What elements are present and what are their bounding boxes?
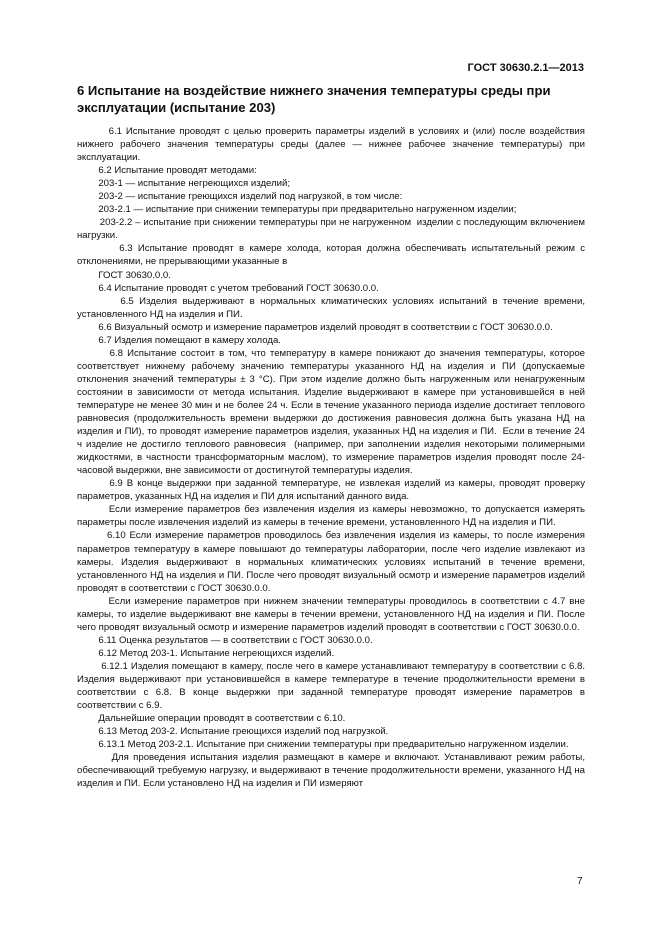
paragraph: 6.5 Изделия выдерживают в нормальных климатических условиях испытаний в течение времени, установленного НД на изделия и ПИ. [77,295,588,320]
paragraph: 203-2.2 – испытание при снижении температуры при не нагруженном изделии с последующим включением нагрузки. [77,217,588,242]
paragraph: Для проведения испытания изделия размещают в камере и включают. Устанавливают режим работы, обеспечивающий требуемую нагрузку, и выдерживают в течение продолжительности времени, указанного НД на изделия и ПИ. Если установлено НД на изделия и ПИ измеряют [77,752,588,790]
paragraph: 6.11 Оценка результатов — в соответствии с ГОСТ 30630.0.0. [77,634,373,646]
paragraph: 203-2 — испытание греющихся изделий под нагрузкой, в том числе: [77,191,403,203]
paragraph: 6.13.1 Метод 203-2.1. Испытание при снижении температуры при предварительно нагруженном изделии. [77,739,569,751]
paragraph: 6.6 Визуальный осмотр и измерение параметров изделий проводят в соответствии с ГОСТ 30630.0.0. [77,321,553,333]
body-text [77,125,588,790]
paragraph: 6.8 Испытание состоит в том, что температуру в камере понижают до значения температуры, которое соответствует нижнему рабочему значению температуры указанного НД на изделия и ПИ (допускаемые отклонения значений температуры ± 3 °С). При этом изделие должно быть нагруженным или ненагруженным состоянии в зависимости от метода испытания. Изделие выдерживают в камере при установившейся в ней температуре не менее 30 мин и не более 24 ч. Если в течение указанного периода изделие достигает теплового равновесия (продолжительность времени выдержки до достижения равновесия должна быть указана НД на изделия и ПИ), то проводят измерение параметров изделия, указанных НД на изделия и ПИ. Если в течение 24 ч изделие не достигло теплового равновесия (например, при заполнении изделия некоторыми полимерными жидкостями, в частности трансформаторным маслом), то измерение параметров изделия проводят после 24-часовой выдержки, вне зависимости от достигнутой температуры изделия. [77,347,588,477]
paragraph: 6.12 Метод 203-1. Испытание негреющихся изделий. [77,647,335,659]
paragraph: 6.4 Испытание проводят с учетом требований ГОСТ 30630.0.0. [77,282,379,294]
paragraph: Если измерение параметров при нижнем значении температуры проводилось в соответствии с 4.7 вне камеры, то изделие выдерживают вне камеры в течении времени, установленного НД на изделия и ПИ. После чего проводят визуальный осмотр и измерение параметров изделий проводят в соответствии с ГОСТ 30630.0.0. [77,595,588,633]
paragraph: 203-2.1 — испытание при снижении температуры при предварительно нагруженном изделии; [77,204,517,216]
paragraph: 6.13 Метод 203-2. Испытание греющихся изделий под нагрузкой. [77,726,389,738]
standard-code-header: ГОСТ 30630.2.1—2013 [467,62,584,74]
section-title: 6 Испытание на воздействие нижнего значения температуры среды при эксплуатации (испытание 203) [77,83,551,115]
page-number: 7 [577,876,583,887]
paragraph: 6.10 Если измерение параметров проводилось без извлечения изделия из камеры, то после измерения параметров температуру в камере повышают до температуры лаборатории, после чего изделие извлекают из камеры. Изделия выдерживают в нормальных климатических условиях испытаний в течение времени, установленного НД на изделия и ПИ. После чего проводят визуальный осмотр и измерение параметров изделий проводят в соответствии с ГОСТ 30630.0.0. [77,530,588,594]
paragraph: 6.2 Испытание проводят методами: [77,165,257,177]
paragraph: 6.12.1 Изделия помещают в камеру, после чего в камере устанавливают температуру в соответствии с 6.8. Изделия выдерживают при установившейся в камере температуре в течение продолжительности времени в соответствии с 6.8. В конце выдержки при заданной температуре проводят измерение параметров в соответствии с 6.9. [77,660,588,712]
paragraph: Дальнейшие операции проводят в соответствии с 6.10. [77,713,346,725]
paragraph: ГОСТ 30630.0.0. [77,269,171,281]
paragraph: Если измерение параметров без извлечения изделия из камеры невозможно, то допускается измерять параметры после извлечения изделий из камеры в течение времени, установленного НД на изделия и ПИ. [77,504,588,529]
paragraph: 6.7 Изделия помещают в камеру холода. [77,334,281,346]
paragraph: 6.1 Испытание проводят с целью проверить параметры изделий в условиях и (или) после воздействия нижнего рабочего значения температуры среды (далее — нижнее рабочее значение температуры) при эксплуатации. [77,126,588,164]
paragraph: 6.3 Испытание проводят в камере холода, которая должна обеспечивать испытательный режим с отклонениями, не прерывающими указанные в [77,243,588,268]
paragraph: 6.9 В конце выдержки при заданной температуре, не извлекая изделий из камеры, проводят проверку параметров, указанных НД на изделия и ПИ для испытаний данного вида. [77,478,588,503]
paragraph: 203-1 — испытание негреющихся изделий; [77,178,291,190]
